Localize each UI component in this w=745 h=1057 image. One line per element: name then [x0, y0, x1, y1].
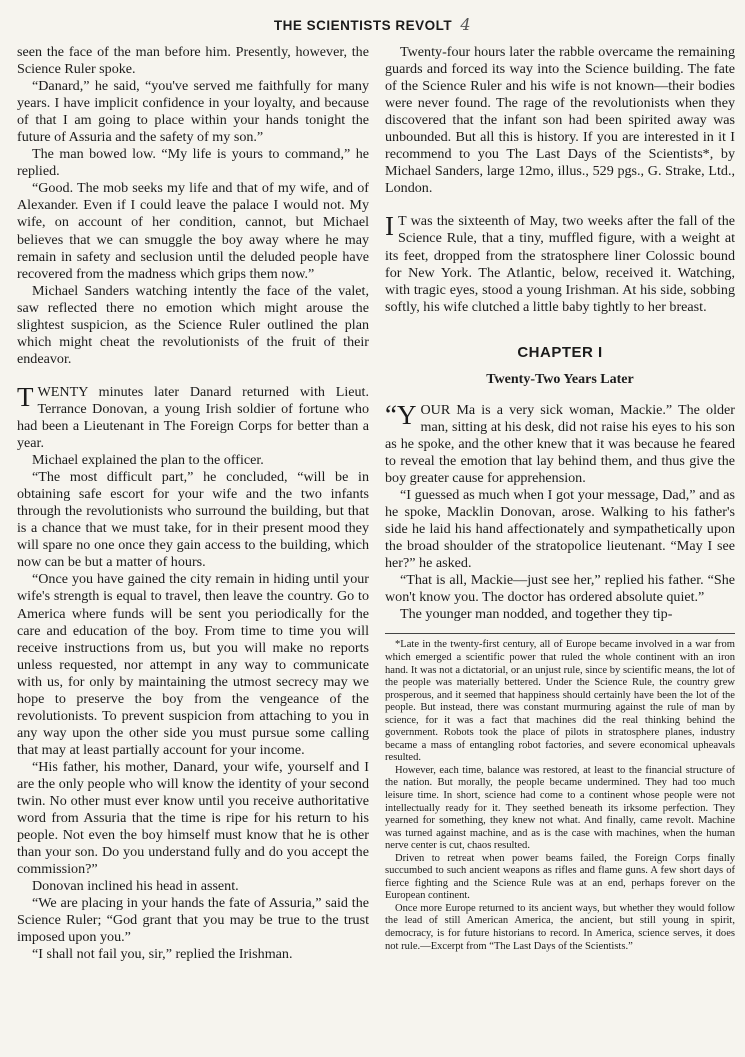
paragraph: Twenty-four hours later the rabble overcame the remaining guards and forced its way into the Science building. The fate of the Science Ruler and his wife is not known—their bodies were never found. The rage of the revolutionists when they discovered that the infant son had been spirited away was unbounded. But all this is history. If you are interested in it I recommend to you The Last Days of the Scientists*, by Michael Sanders, large 12mo, illus., 529 pgs., G. Strake, Ltd., London.	[385, 44, 735, 197]
drop-cap: I	[385, 211, 394, 242]
paragraph: The younger man nodded, and together they tip-	[400, 606, 673, 623]
footnote-paragraph: *Late in the twenty-first century, all of Europe became involved in a war from which emerged a scientific power that ruled the whole continent with an iron hand. It was not a dictatorial, or an unjust rule, since by scientific means, the lot of the people was materially bettered. Under the Science Rule, the country grew prosperous, and it seemed that happiness should certainly have been the lot of the people. But instead, there was constant murmuring against the rule of man by science, for it was a fact that machines did the real thinking behind the government. Robots took the place of pilots in stratosphere planes, industry became a mass of entangling robot factories, and severe economical upheavals resulted.	[385, 639, 735, 764]
left-column	[17, 44, 369, 963]
footnote-paragraph: Driven to retreat when power beams failed, the Foreign Corps finally succumbed to such ancient weapons as rifles and flame guns. A few short days of fierce fighting and the Science Rule was at an end, perhaps forever on the European continent.	[385, 852, 735, 902]
footnote-divider	[385, 633, 735, 634]
paragraph: “I guessed as much when I got your message, Dad,” and as he spoke, Macklin Donovan, arose. Walking to his father's side he laid his hand affectionately and sympathetically upon the broad shoulder of the stratopolice lieutenant. “May I see her?” he asked.	[385, 487, 735, 572]
handwritten-page-number: 4	[460, 15, 472, 34]
footnote	[385, 639, 735, 953]
right-column	[385, 44, 735, 953]
running-header	[0, 15, 745, 34]
paragraph: Michael Sanders watching intently the face of the valet, saw reflected there no emotion which might arouse the slightest suspicion, as the Science Ruler outlined the plan which might cheat the revolutionists of the fruit of their endeavor.	[17, 282, 369, 367]
running-title: THE SCIENTISTS REVOLT	[273, 18, 453, 33]
paragraph: “That is all, Mackie—just see her,” replied his father. “She won't know you. The doctor has ordered absolute quiet.”	[385, 572, 735, 606]
chapter-heading: CHAPTER I	[517, 343, 603, 361]
paragraph: “I shall not fail you, sir,” replied the Irishman.	[32, 946, 293, 963]
section-opening-paragraph: TWENTY minutes later Danard returned with Lieut. Terrance Donovan, a young Irish soldier of fortune who had been a Lieutenant in The Foreign Corps for better than a year.	[17, 381, 369, 452]
chapter-subtitle: Twenty-Two Years Later	[486, 371, 634, 387]
paragraph: “Good. The mob seeks my life and that of my wife, and of Alexander. Even if I could leave the palace I would not. My wife, on account of her condition, cannot, but Michael believes that we can smuggle the boy away where he may remain in safety and seclusion until the deluded people have recovered from the madness which grips them now.”	[17, 180, 369, 282]
drop-cap: “Y	[385, 399, 417, 430]
paragraph: The man bowed low. “My life is yours to command,” he replied.	[17, 146, 369, 180]
section-opening-paragraph: I T was the sixteenth of May, two weeks after the fall of the Science Rule, that a tiny, muffled figure, with a weight at its feet, dropped from the stratosphere liner Colossic bound for New York. The Atlantic, below, received it. Watching, with tragic eyes, stood a young Irishman. At his side, sobbing softly, his wife clutched a little baby tightly to her breast.	[385, 211, 735, 315]
chapter-opening-paragraph: “YOUR Ma is a very sick woman, Mackie.” The older man, sitting at his desk, did not raise his eyes to his son as he spoke, and the other knew that it was because he feared to reveal the emotion that lay behind them, and thus give the boy greater cause for apprehension.	[385, 399, 735, 486]
paragraph: “We are placing in your hands the fate of Assuria,” said the Science Ruler; “God grant that you may be true to the trust imposed upon you.”	[17, 895, 369, 946]
paragraph: “Danard,” he said, “you've served me faithfully for many years. I have implicit confidence in your loyalty, and because of that I am going to place within your hands tonight the future of Assuria and the safety of my son.”	[17, 78, 369, 146]
paragraph: Michael explained the plan to the officer.	[32, 452, 264, 469]
footnote-paragraph: Once more Europe returned to its ancient ways, but whether they would follow the lead of still American America, the ancient, but still young in spirit, democracy, is for future historians to record. In America, science serves, it does not rule.—Excerpt from “The Last Days of the Scientists.”	[385, 902, 735, 952]
paragraph: “Once you have gained the city remain in hiding until your wife's strength is equal to travel, then leave the country. Go to America where funds will be sent you periodically for the care and education of the boy. From time to time you will receive instructions from us, but you will make no reports unless requested, nor attempt in any way to communicate with us, for only by maintaining the utmost secrecy may we hope to preserve the boy from the vengeance of the revolutionists. To prevent suspicion from attaching to you in any way upon the other side you must pursue some calling that may at least partially account for your income.	[17, 571, 369, 758]
paragraph: “His father, his mother, Danard, your wife, yourself and I are the only people who will know the identity of your second twin. No other must ever know until you receive authoritative word from Assuria that the time is ripe for his return to his people. Not even the boy himself must know that he is other than your son. Do you understand fully and do you accept the commission?”	[17, 758, 369, 878]
paragraph: Donovan inclined his head in assent.	[32, 878, 239, 895]
drop-cap: T	[17, 381, 34, 412]
paragraph: seen the face of the man before him. Presently, however, the Science Ruler spoke.	[17, 44, 369, 78]
paragraph: “The most difficult part,” he concluded, “will be in obtaining safe escort for your wife and the two infants through the revolutionists who surround the building, but that is a chance that we must take, for in their present mood they will spare no one once they gain access to the building, which now can be but a matter of hours.	[17, 469, 369, 571]
footnote-paragraph: However, each time, balance was restored, at least to the financial structure of the nation. But morally, the people became undermined. They had too much leisure time. In short, science had come to a continent whose people were not intellectually ready for it. They seethed beneath its irksome perfection. They yearned for something, they knew not what. And finally, came revolt. Machine was turned against machine, and as is the case with machines, when the human nerve center is cut, chaos resulted.	[385, 764, 735, 852]
